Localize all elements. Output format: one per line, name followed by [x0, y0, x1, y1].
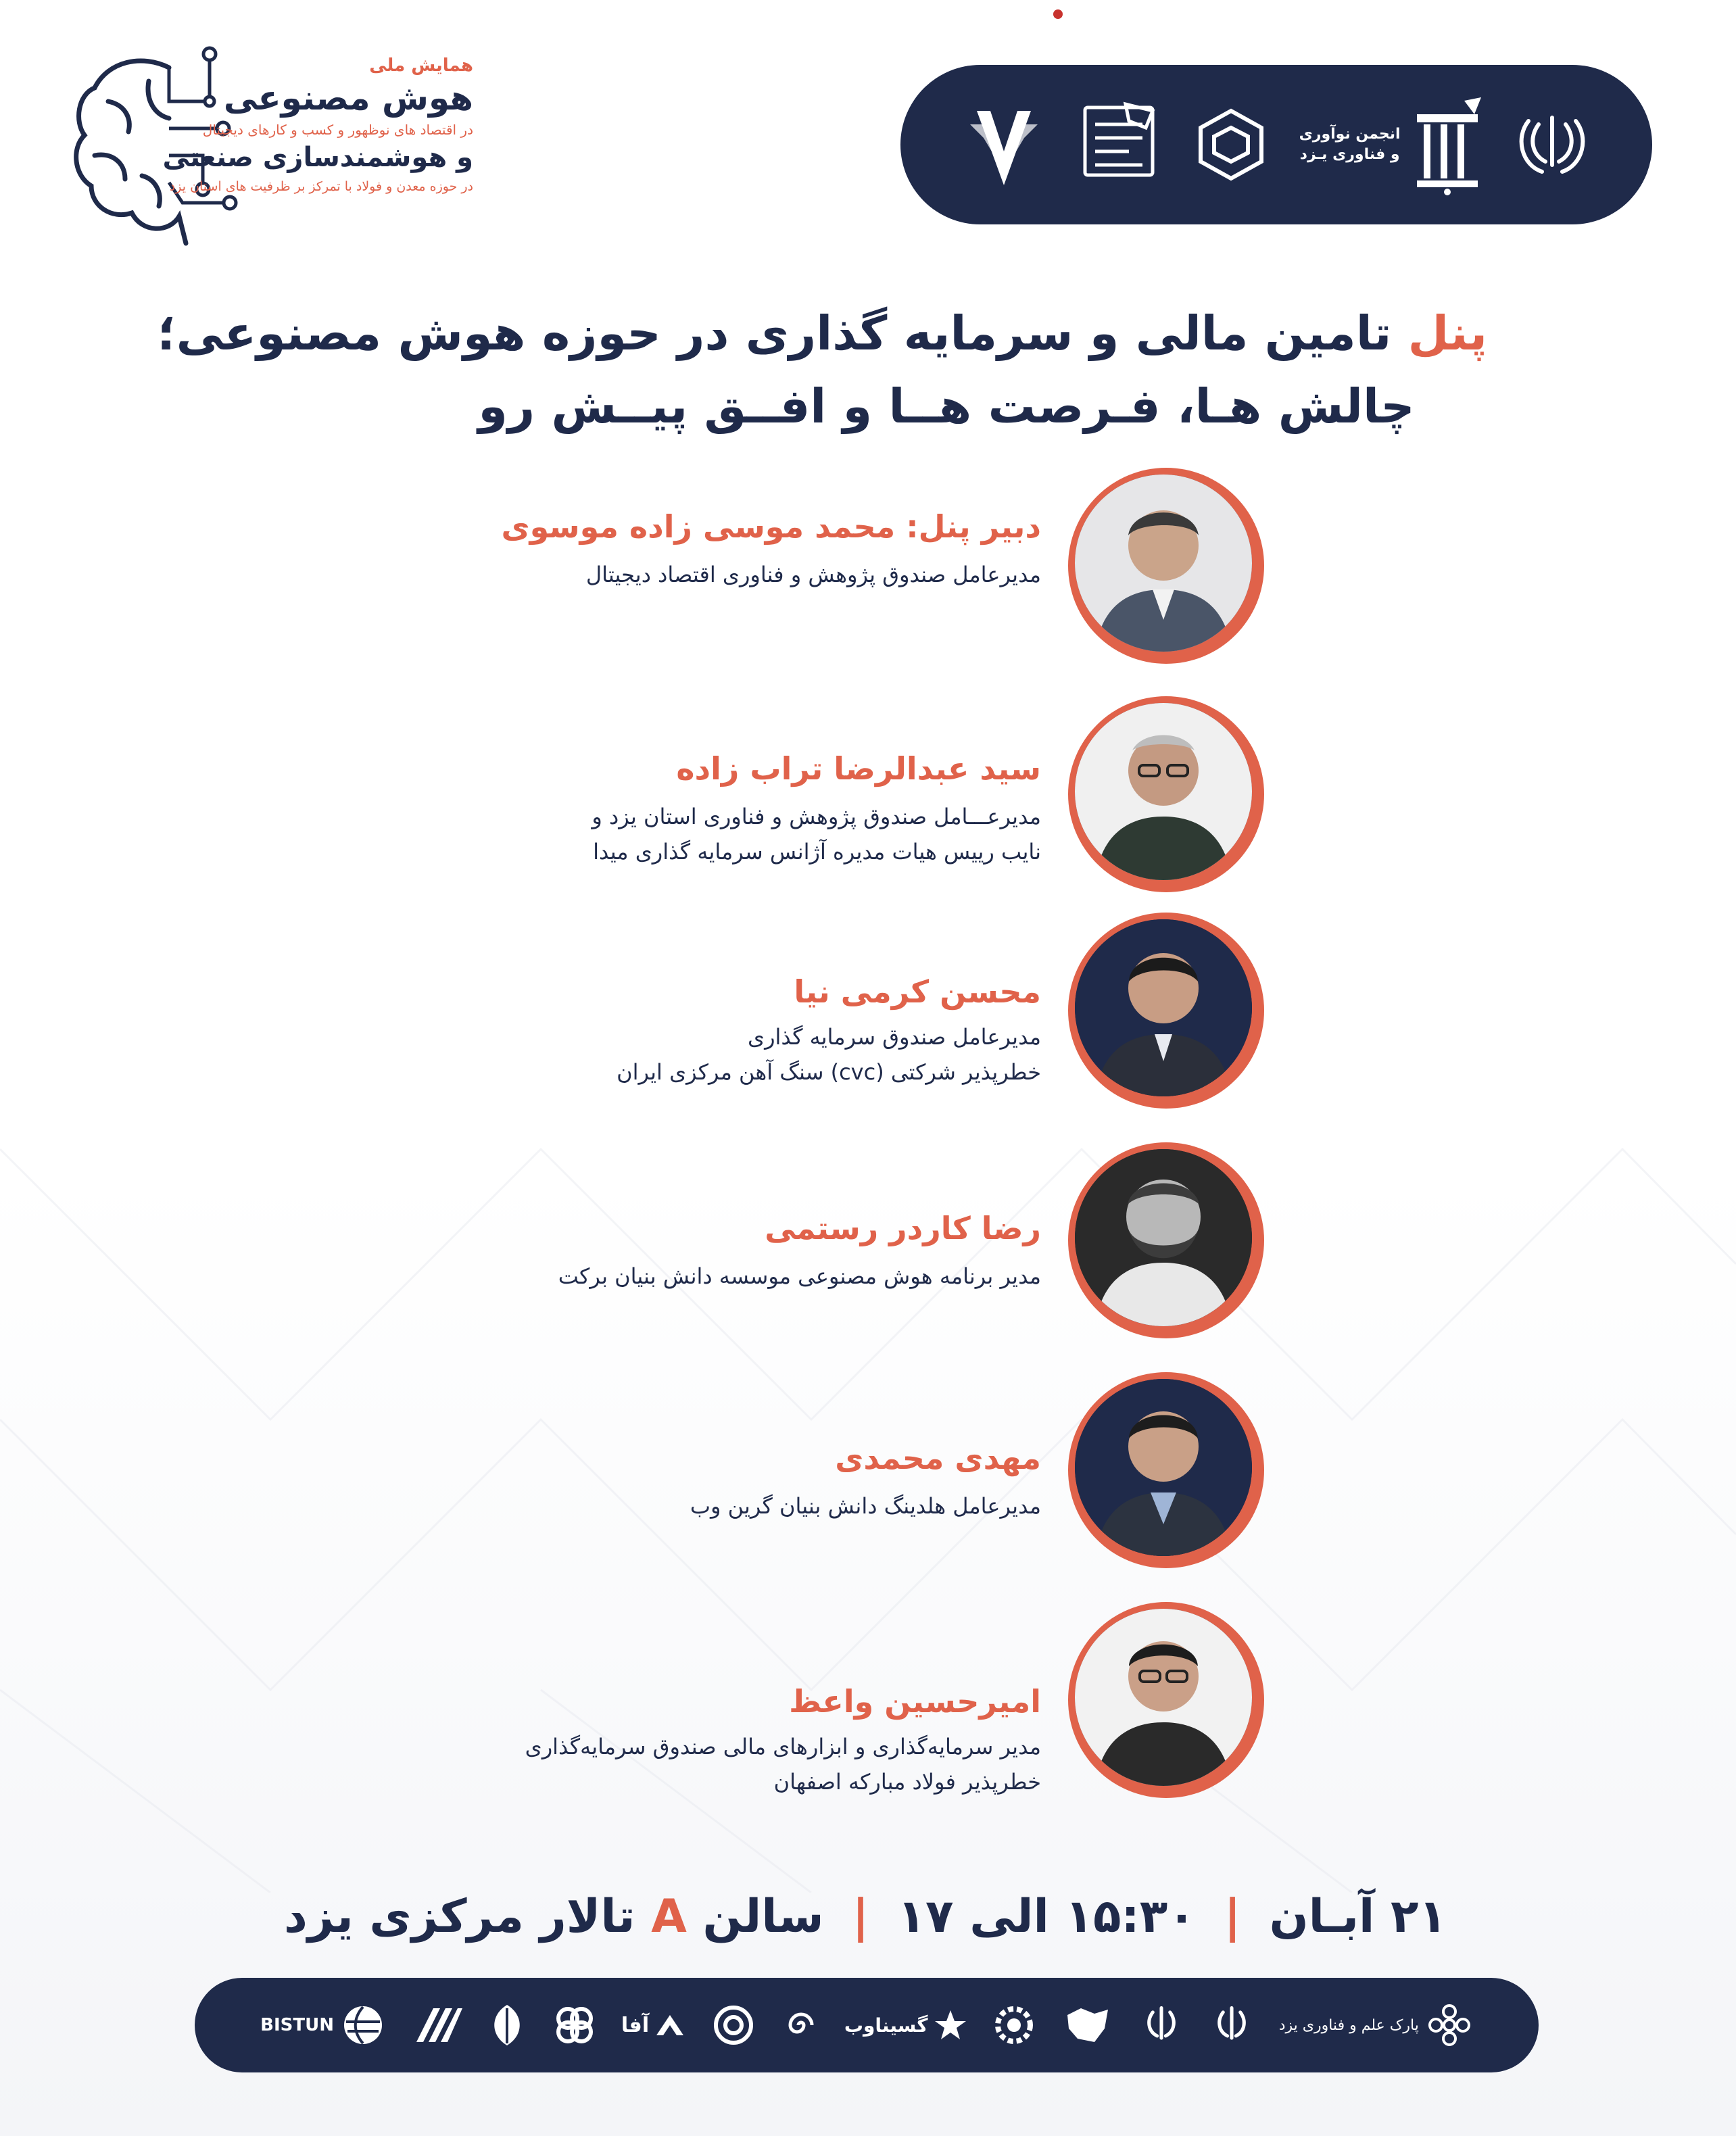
- title-highlight: پنل: [1407, 306, 1487, 361]
- azad-university-logo: [963, 97, 1044, 192]
- person-silhouette-icon: [1075, 475, 1252, 652]
- afa-caption: آفا: [621, 2013, 650, 2037]
- event-date: ۲۱ آبـان: [1269, 1889, 1447, 1943]
- panel-title-line-2: چالش هـا، فـرصت هــا و افــق پیــش رو: [478, 379, 1415, 434]
- speaker-photo: [1075, 1379, 1252, 1556]
- speaker-avatar: [1068, 696, 1264, 892]
- speaker-avatar: [1068, 1602, 1264, 1798]
- map-logo: [1061, 2001, 1115, 2049]
- iran-emblem-icon: [1208, 2001, 1255, 2049]
- speaker-avatar: [1068, 1142, 1264, 1338]
- ring-logo: [710, 2001, 757, 2049]
- conference-logo: [68, 41, 473, 257]
- speaker-card-3: [473, 913, 1264, 1109]
- separator-1: |: [1224, 1889, 1241, 1943]
- leaf-icon: [487, 2001, 527, 2049]
- top-dot: [1053, 9, 1063, 19]
- ring-icon: [710, 2001, 757, 2049]
- speaker-text-6: [433, 1683, 1041, 1799]
- cube-icon: [1194, 104, 1268, 185]
- speaker-card-6: [473, 1602, 1264, 1798]
- person-silhouette-icon: [1075, 919, 1252, 1096]
- fund-logo: [1194, 104, 1268, 185]
- event-info-bar: [284, 1879, 1447, 1953]
- iran-emblem-icon: [1515, 107, 1589, 182]
- ict-office-logo: [1075, 97, 1163, 192]
- chevron-icon: [653, 2008, 687, 2042]
- iran-emblem-logo: [1515, 107, 1589, 182]
- speaker-photo: [1075, 919, 1252, 1096]
- sipa-logo: [844, 2008, 967, 2042]
- speaker-card-1: [473, 468, 1264, 664]
- university-emblem-icon: [963, 97, 1044, 192]
- emblem-logo-2: [1138, 2001, 1185, 2049]
- speaker-role-2: نایب رییس هیات مدیره آژانس سرمایه گذاری میدا: [593, 839, 1041, 865]
- person-silhouette-icon: [1075, 703, 1252, 880]
- brand-pre: همایش ملی: [369, 55, 473, 76]
- speaker-role-2: خطرپذیر فولاد مبارکه اصفهان: [773, 1769, 1041, 1795]
- speaker-role: مدیرعامل صندوق پژوهش و فناوری اقتصاد دیجیتال: [585, 562, 1041, 587]
- speaker-name: امیرحسین واعظ: [789, 1683, 1041, 1720]
- stripes-icon: [410, 2001, 464, 2049]
- bistun-caption: BISTUN: [260, 2015, 334, 2035]
- speaker-photo: [1075, 475, 1252, 652]
- speaker-text-5: [433, 1440, 1041, 1524]
- hall-prefix: سالن: [702, 1889, 824, 1943]
- separator-2: |: [852, 1889, 869, 1943]
- stripes-logo: [410, 2001, 464, 2049]
- bottom-sponsor-bar: [195, 1978, 1539, 2072]
- speaker-photo: [1075, 1149, 1252, 1326]
- pillar-icon: [1410, 94, 1485, 195]
- event-time: ۱۵:۳۰ الی ۱۷: [897, 1889, 1196, 1943]
- event-venue: [284, 1890, 824, 1943]
- science-park-logo: [1279, 2001, 1473, 2049]
- leaf-logo: [487, 2001, 527, 2049]
- emblem-logo-1: [1208, 2001, 1255, 2049]
- ict-emblem-icon: [1075, 97, 1163, 192]
- speaker-role-2: خطرپذیر شرکتی (cvc) سنگ آهن مرکزی ایران: [617, 1059, 1041, 1085]
- speaker-role: مدیر برنامه هوش مصنوعی موسسه دانش بنیان برکت: [558, 1263, 1041, 1289]
- speaker-card-4: [473, 1142, 1264, 1338]
- speaker-avatar: [1068, 1372, 1264, 1568]
- innovation-association-caption: انجمن نوآوری و فناوری یـزد: [1299, 126, 1401, 163]
- title-line-1-text: تامین مالی و سرمایه گذاری در حوزه هوش مصنوعی؛: [157, 306, 1392, 361]
- flower-icon: [1426, 2001, 1473, 2049]
- brand-sub-1: در اقتصاد های نوظهور و کسب و کارهای دیجیتال: [202, 122, 473, 138]
- innovation-association-logo: [1299, 94, 1485, 195]
- speaker-card-5: [473, 1372, 1264, 1568]
- speaker-text-3: [433, 973, 1041, 1090]
- speaker-name: دبیر پنل: محمد موسی زاده موسوی: [501, 508, 1041, 545]
- globe-icon: [339, 2001, 387, 2049]
- brand-name-1: هوش مصنوعی: [223, 78, 473, 118]
- person-silhouette-icon: [1075, 1379, 1252, 1556]
- gear-logo: [990, 2001, 1038, 2049]
- hall-letter: A: [651, 1889, 687, 1943]
- star-icon: [934, 2008, 967, 2042]
- bistun-logo: [260, 2001, 387, 2049]
- speaker-text-1: [433, 508, 1041, 592]
- speaker-avatar: [1068, 468, 1264, 664]
- speaker-role: مدیرعامل هلدینگ دانش بنیان گرین وب: [690, 1493, 1041, 1519]
- speaker-role-1: مدیرعـــامل صندوق پژوهش و فناوری استان یزد و: [592, 804, 1041, 829]
- map-icon: [1061, 2001, 1115, 2049]
- speaker-text-4: [433, 1210, 1041, 1294]
- afa-logo: [621, 2008, 687, 2042]
- speaker-role-1: مدیرعامل صندوق سرمایه گذاری: [748, 1024, 1041, 1050]
- knot-icon: [551, 2001, 598, 2049]
- top-sponsor-bar: [900, 65, 1652, 224]
- speaker-avatar: [1068, 913, 1264, 1109]
- speaker-role-1: مدیر سرمایه‌گذاری و ابزارهای مالی صندوق سرمایه‌گذاری: [525, 1734, 1041, 1759]
- knot-logo: [551, 2001, 598, 2049]
- brand-sub-2: در حوزه معدن و فولاد با تمرکز بر ظرفیت های استان یزد: [169, 179, 473, 194]
- speaker-name: مهدی محمدی: [835, 1440, 1041, 1476]
- speaker-photo: [1075, 1609, 1252, 1786]
- sipa-caption: گسیناوب: [844, 2014, 928, 2037]
- speaker-card-2: [473, 676, 1264, 872]
- gear-icon: [990, 2001, 1038, 2049]
- panel-title-line-1: [157, 306, 1487, 361]
- spiral-logo: [781, 2005, 821, 2045]
- speaker-name: سید عبدالرضا تراب زاده: [676, 750, 1041, 787]
- speaker-photo: [1075, 703, 1252, 880]
- iran-emblem-icon: [1138, 2001, 1185, 2049]
- speaker-name: محسن کرمی نیا: [794, 973, 1041, 1010]
- brand-name-2: و هوشمندسازی صنعتی: [162, 142, 473, 173]
- person-silhouette-icon: [1075, 1609, 1252, 1786]
- science-park-caption: پارک علم و فناوری یزد: [1278, 2016, 1419, 2034]
- person-silhouette-icon: [1075, 1149, 1252, 1326]
- venue-name: تالار مرکزی یزد: [284, 1889, 635, 1943]
- spiral-icon: [781, 2005, 821, 2045]
- speaker-name: رضا کاردر رستمی: [765, 1210, 1041, 1246]
- speaker-text-2: [433, 750, 1041, 869]
